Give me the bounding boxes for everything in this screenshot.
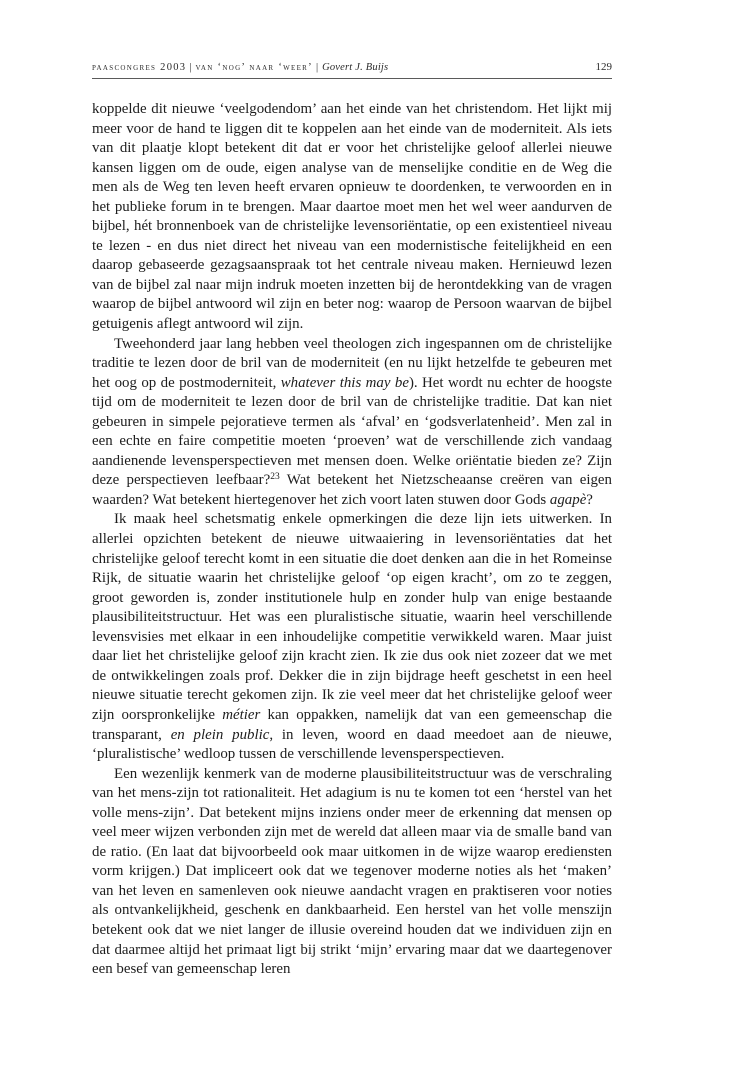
paragraph: Ik maak heel schetsmatig enkele opmerkingen die deze lijn iets uitwerken. In allerlei opzichten betekent de nieuwe uitwaaiering in levensoriëntaties dat het christelijke geloof terecht komt in een situatie die doet denken aan die in het Romeinse Rijk, de situatie waarin het christelijke geloof ‘op eigen kracht’, om zo te zeggen, groot geworden is, zonder institutionele hulp en zonder hulp van enige bestaande plausibiliteitstructuur. Het was een pluralistische situatie, waarin heel verschillende levensvisies met elkaar in een inhoudelijke competitie verwikkeld waren. Maar juist daar liet het christelijke geloof zijn kracht zien. Ik zie dus ook niet zozeer dat we met de ontwikkelingen zoals prof. Dekker die in zijn bijdrage heeft geschetst in een heel nieuwe situatie terecht gekomen zijn. Ik zie veel meer dat het christelijke geloof weer zijn oorspronkelijke métier kan oppakken, namelijk dat van een gemeenschap die transparant, en plein public, in leven, woord en daad meedoet aan de nieuwe, ‘pluralistische’ wedloop tussen de verschillende levensperspectieven. — [92, 511, 613, 763]
paragraph: koppelde dit nieuwe ‘veelgodendom’ aan het einde van het christendom. Het lijkt mij meer voor de hand te liggen dit te koppelen aan het einde van de moderniteit. Als iets van dit plaatje klopt betekent dit dat er voor het christelijke geloof allerlei nieuwe kansen liggen om de oude, eigen analyse van de menselijke conditie en de Weg die men als de Weg ten leven heeft ervaren opnieuw te doordenken, te verwoorden en in het publieke forum in te brengen. Maar daartoe moet men het wel weer aandurven de bijbel, hét bronnenboek van de christelijke levensoriëntatie, op een existentieel niveau te lezen - en dus niet direct het niveau van een modernistische feitelijkheid en een daarop gebaseerde gezagsaanspraak tot het centrale niveau maken. Hernieuwd lezen van de bijbel zal naar mijn indruk moeten inzetten bij de herontdekking van de vragen waarop de bijbel antwoord wil zijn en beter nog: waarop de Persoon waarvan de bijbel getuigenis aflegt antwoord wil zijn. — [92, 101, 612, 333]
paragraph: Tweehonderd jaar lang hebben veel theologen zich ingespannen om de christelijke traditie te lezen door de bril van de moderniteit (en nu lijkt hetzelfde te gebeuren met het oog op de postmoderniteit, whatever this may be). Het wordt nu echter de hoogste tijd om de moderniteit te lezen door de bril van de christelijke traditie. Dat kan niet gebeuren in simpele pejoratieve termen als ‘afval’ en ‘godsverlatenheid’. Men zal in een echte en faire competitie moeten ‘proeven’ wat de verschillende zich vandaag aandienende levensperspectieven met mensen doen. Welke oriëntatie bieden ze? Zijn deze perspectieven leefbaar?$^{23}$ Wat betekent het Nietzscheaanse creëren van eigen waarden? Wat betekent hiertegenover het zich voort laten stuwen door Gods agapè? — [92, 335, 612, 508]
paragraph: Een wezenlijk kenmerk van de moderne plausibiliteitstructuur was de verschraling van het mens-zijn tot rationaliteit. Het adagium is nu te komen tot een ‘herstel van het volle mens-zijn’. Dat betekent mijns inziens onder meer de erkenning dat mensen op veel meer wijzen verbonden zijn met de wereld dat alleen maar via de smalle band van de ratio. (En laat dat bijvoorbeeld ook maar uitkomen in de wijze waarop erediensten vorm krijgen.) Dat impliceert ook dat we tegenover moderne noties als het ‘maken’ van het leven en samenleven ook nieuwe aandacht vragen en praktiseren voor noties als ontvankelijkheid, geschenk en dankbaarheid. Een herstel van het volle menszijn betekent ook dat we niet langer de illusie overeind houden dat we individuen zijn en dat daarmee altijd het primaat ligt bij strikt ‘mijn’ ervaring maar dat we daartegenover een besef van gemeenschap leren — [92, 765, 612, 978]
italic-phrase: whatever this may be — [280, 374, 409, 391]
italic-phrase: en plein public — [170, 726, 270, 743]
italic-phrase: métier — [222, 706, 261, 723]
body-text — [92, 100, 612, 980]
header-separator: | — [189, 62, 193, 73]
author-name: Govert J. Buijs — [322, 62, 389, 73]
page-number: 129 — [595, 61, 612, 73]
running-head — [92, 62, 612, 73]
conference-name: paascongres 2003 — [92, 62, 187, 73]
chapter-title: van ‘nog’ naar ‘weer’ — [195, 62, 313, 73]
italic-phrase: agapè — [549, 491, 587, 508]
footnote-reference: 23 — [270, 472, 280, 483]
header-rule — [92, 78, 612, 79]
header-separator: | — [315, 62, 320, 73]
